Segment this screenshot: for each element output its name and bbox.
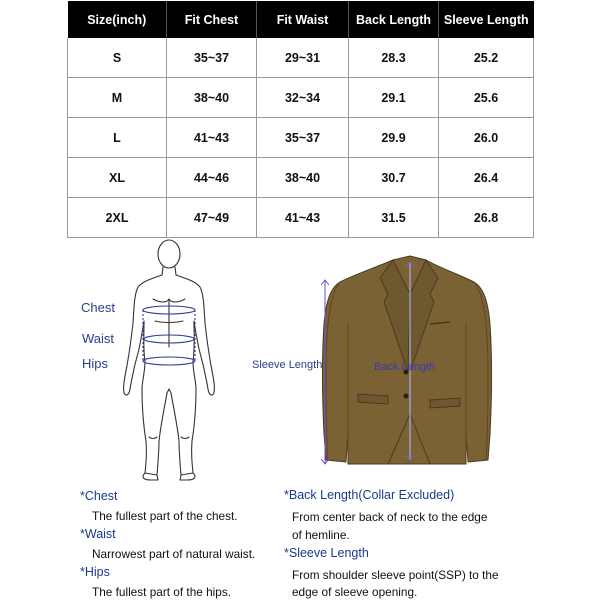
table-row — [68, 158, 534, 198]
desc-sleeve-length-title: *Sleeve Length — [284, 546, 369, 560]
body-label-waist: Waist — [82, 331, 115, 346]
body-label-chest: Chest — [81, 300, 115, 315]
table-cell: 30.7 — [349, 158, 439, 198]
table-cell: 38~40 — [257, 158, 349, 198]
desc-sleeve-length-text-1: From shoulder sleeve point(SSP) to the — [292, 568, 499, 582]
table-cell: 47~49 — [167, 198, 257, 238]
body-outline-figure — [105, 237, 235, 482]
desc-hips-text: The fullest part of the hips. — [92, 585, 232, 599]
table-header-row — [68, 1, 534, 38]
table-cell: 35~37 — [167, 38, 257, 78]
sleeve-length-arrow — [318, 278, 332, 468]
table-cell: 29.1 — [349, 78, 439, 118]
table-cell: 32~34 — [257, 78, 349, 118]
body-label-hips: Hips — [82, 356, 109, 371]
desc-back-length-text-1: From center back of neck to the edge — [292, 510, 488, 524]
table-cell: 28.3 — [349, 38, 439, 78]
jacket-label-sleeve-length: Sleeve Length — [252, 359, 323, 371]
table-cell: 26.4 — [439, 158, 534, 198]
table-cell: 31.5 — [349, 198, 439, 238]
desc-waist-text: Narrowest part of natural waist. — [92, 547, 256, 561]
table-cell: 41~43 — [167, 118, 257, 158]
desc-back-length-title: *Back Length(Collar Excluded) — [284, 488, 455, 502]
table-cell: 26.8 — [439, 198, 534, 238]
table-row — [68, 198, 534, 238]
header-fit-chest: Fit Chest — [167, 1, 257, 38]
desc-back-length-text-2: of hemline. — [292, 528, 350, 542]
table-cell: 2XL — [68, 198, 167, 238]
table-cell: 44~46 — [167, 158, 257, 198]
table-cell: 25.6 — [439, 78, 534, 118]
table-cell: 29.9 — [349, 118, 439, 158]
jacket-label-back-length: Back Length — [374, 361, 436, 373]
size-chart-table — [67, 1, 534, 238]
table-cell: XL — [68, 158, 167, 198]
header-sleeve-length: Sleeve Length — [439, 1, 534, 38]
desc-hips-title: *Hips — [80, 565, 110, 579]
table-cell: 29~31 — [257, 38, 349, 78]
header-back-length: Back Length — [349, 1, 439, 38]
table-cell: L — [68, 118, 167, 158]
desc-chest-title: *Chest — [80, 489, 118, 503]
table-cell: 25.2 — [439, 38, 534, 78]
desc-chest-text: The fullest part of the chest. — [92, 509, 238, 523]
table-cell: S — [68, 38, 167, 78]
table-row — [68, 38, 534, 78]
desc-sleeve-length-text-2: edge of sleeve opening. — [292, 585, 418, 599]
header-size: Size(inch) — [68, 1, 167, 38]
header-fit-waist: Fit Waist — [257, 1, 349, 38]
desc-waist-title: *Waist — [80, 527, 116, 541]
table-cell: 35~37 — [257, 118, 349, 158]
table-row — [68, 78, 534, 118]
table-cell: 26.0 — [439, 118, 534, 158]
table-row — [68, 118, 534, 158]
table-cell: 41~43 — [257, 198, 349, 238]
table-cell: M — [68, 78, 167, 118]
table-cell: 38~40 — [167, 78, 257, 118]
